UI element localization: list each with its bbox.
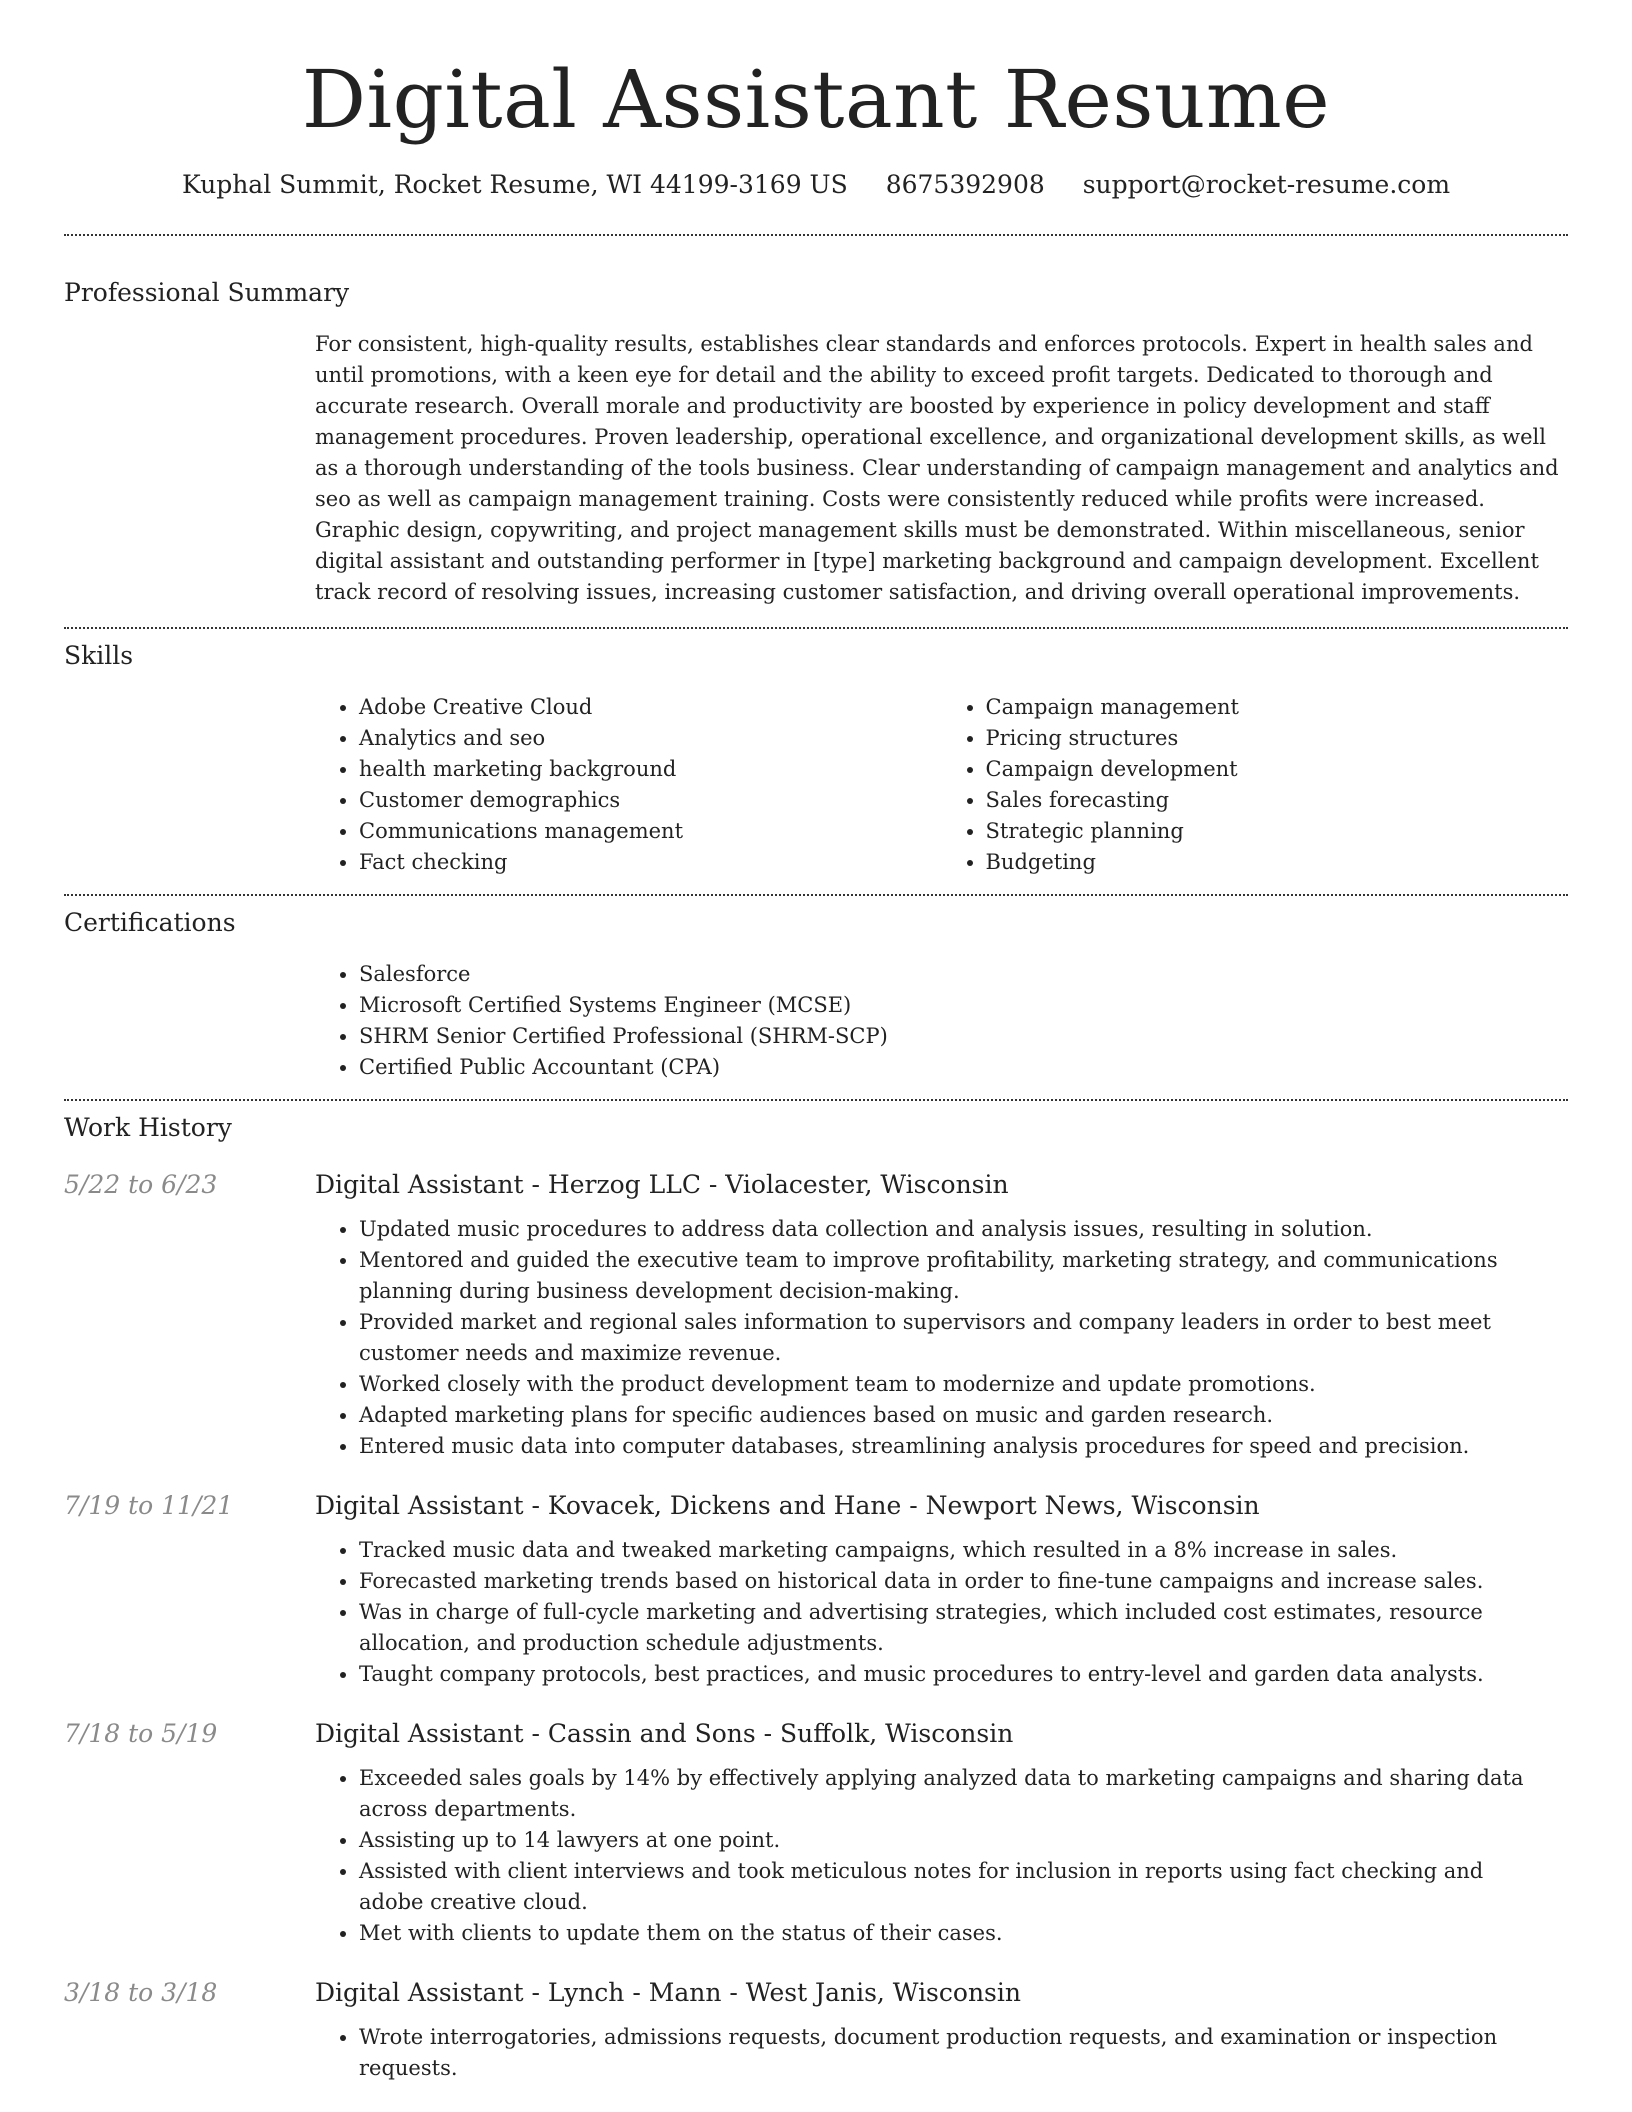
skills-list	[315, 692, 1568, 878]
job-bullet: • Was in charge of full-cycle marketing and advertising strategies, which included cost estimates, resource allocation, and production schedule adjustments.	[359, 1597, 1548, 1659]
job-title: Digital Assistant - Cassin and Sons - Suffolk, Wisconsin	[315, 1719, 1014, 1748]
job-bullets	[315, 1763, 1568, 1949]
divider	[64, 1099, 1568, 1101]
resume-page	[64, 0, 1568, 2084]
job-entry	[64, 1976, 1568, 2084]
job-dates: 7/18 to 5/19	[64, 1719, 218, 1748]
job-entry	[64, 1168, 1568, 1462]
skills-column-right	[942, 692, 1569, 878]
contact-phone[interactable]: 8675392908	[885, 170, 1045, 199]
skill-item: • Pricing structures	[986, 723, 1569, 754]
job-entry	[64, 1717, 1568, 1949]
skill-item: • Budgeting	[986, 847, 1569, 878]
job-bullet: • Taught company protocols, best practices, and music procedures to entry-level and garden data analysts.	[359, 1659, 1548, 1690]
job-bullet: • Mentored and guided the executive team to improve profitability, marketing strategy, and communications planning during business development decision-making.	[359, 1245, 1548, 1307]
summary-section	[64, 276, 1568, 608]
divider	[64, 894, 1568, 896]
job-title: Digital Assistant - Herzog LLC - Violacester, Wisconsin	[315, 1170, 1009, 1199]
job-bullet: • Assisted with client interviews and took meticulous notes for inclusion in reports using fact checking and adobe creative cloud.	[359, 1856, 1548, 1918]
resume-title: Digital Assistant Resume	[301, 53, 1331, 146]
certification-item: • Salesforce	[359, 959, 1568, 990]
summary-text: For consistent, high-quality results, establishes clear standards and enforces protocols. Expert in health sales and until promotions, with a keen eye for detail and the ability to exceed profit targets. Dedicated to thorough and accurate research. Overall morale and productivity are boosted by experience in policy development and staff management procedures. Proven leadership, operational excellence, and organizational development skills, as well as a thorough understanding of the tools business. Clear understanding of campaign management and analytics and seo as well as campaign management training. Costs were consistently reduced while profits were increased. Graphic design, copywriting, and project management skills must be demonstrated. Within miscellaneous, senior digital assistant and outstanding performer in [type] marketing background and campaign development. Excellent track record of resolving issues, increasing customer satisfaction, and driving overall operational improvements.	[315, 332, 1559, 604]
skill-item: • Communications management	[359, 816, 942, 847]
certification-item: • Certified Public Accountant (CPA)	[359, 1052, 1568, 1083]
job-bullet: • Adapted marketing plans for specific audiences based on music and garden research.	[359, 1400, 1548, 1431]
section-title-skills: Skills	[64, 641, 134, 670]
job-entry	[64, 1489, 1568, 1690]
work-history-section	[64, 1111, 1568, 2084]
skill-item: • Campaign development	[986, 754, 1569, 785]
divider	[64, 627, 1568, 629]
job-bullet: • Met with clients to update them on the status of their cases.	[359, 1918, 1548, 1949]
skill-item: • Fact checking	[359, 847, 942, 878]
job-dates: 7/19 to 11/21	[64, 1491, 234, 1520]
job-bullet: • Wrote interrogatories, admissions requests, document production requests, and examination or inspection requests.	[359, 2022, 1548, 2084]
job-bullet: • Provided market and regional sales information to supervisors and company leaders in order to best meet customer needs and maximize revenue.	[359, 1307, 1548, 1369]
skill-item: • Sales forecasting	[986, 785, 1569, 816]
certifications-section	[64, 906, 1568, 1083]
job-bullet: • Tracked music data and tweaked marketing campaigns, which resulted in a 8% increase in sales.	[359, 1535, 1548, 1566]
skill-item: • Adobe Creative Cloud	[359, 692, 942, 723]
job-bullets	[315, 2022, 1568, 2084]
contact-line	[64, 168, 1568, 202]
job-title: Digital Assistant - Kovacek, Dickens and Hane - Newport News, Wisconsin	[315, 1491, 1260, 1520]
job-bullet: • Forecasted marketing trends based on historical data in order to fine-tune campaigns and increase sales.	[359, 1566, 1548, 1597]
job-bullets	[315, 1214, 1568, 1462]
skills-section	[64, 639, 1568, 878]
divider	[64, 234, 1568, 236]
section-title-certifications: Certifications	[64, 908, 236, 937]
skill-item: • Campaign management	[986, 692, 1569, 723]
section-title-work-history: Work History	[64, 1113, 232, 1142]
skill-item: • Strategic planning	[986, 816, 1569, 847]
skills-column-left	[315, 692, 942, 878]
certification-item: • SHRM Senior Certified Professional (SHRM-SCP)	[359, 1021, 1568, 1052]
job-bullet: • Entered music data into computer databases, streamlining analysis procedures for speed and precision.	[359, 1431, 1548, 1462]
job-dates: 3/18 to 3/18	[64, 1978, 218, 2007]
skill-item: • Analytics and seo	[359, 723, 942, 754]
certifications-list	[315, 959, 1568, 1083]
job-bullet: • Assisting up to 14 lawyers at one point.	[359, 1825, 1548, 1856]
contact-email[interactable]: support@rocket-resume.com	[1082, 170, 1451, 199]
contact-address: Kuphal Summit, Rocket Resume, WI 44199-3169 US	[181, 170, 848, 199]
job-bullets	[315, 1535, 1568, 1690]
job-title: Digital Assistant - Lynch - Mann - West Janis, Wisconsin	[315, 1978, 1021, 2007]
section-title-summary: Professional Summary	[64, 278, 350, 307]
job-bullet: • Worked closely with the product development team to modernize and update promotions.	[359, 1369, 1548, 1400]
skill-item: • health marketing background	[359, 754, 942, 785]
job-dates: 5/22 to 6/23	[64, 1170, 218, 1199]
certification-item: • Microsoft Certified Systems Engineer (MCSE)	[359, 990, 1568, 1021]
job-bullet: • Updated music procedures to address data collection and analysis issues, resulting in solution.	[359, 1214, 1548, 1245]
job-bullet: • Exceeded sales goals by 14% by effectively applying analyzed data to marketing campaigns and sharing data across departments.	[359, 1763, 1548, 1825]
skill-item: • Customer demographics	[359, 785, 942, 816]
